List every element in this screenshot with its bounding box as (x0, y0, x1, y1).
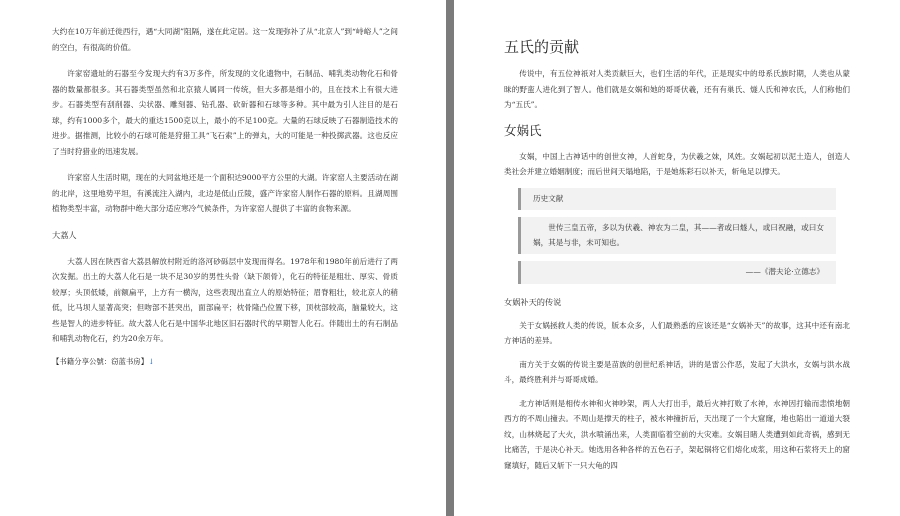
paragraph-nuwa: 女娲，中国上古神话中的创世女神，人首蛇身，为伏羲之妹，风姓。女娲起初以泥土造人，创造人类社会并建立婚姻制度；而后世间天塌地陷，于是她炼彩石以补天，斩龟足以撑天。 (504, 151, 850, 176)
paragraph-stone-tools: 许家窑遗址的石器至今发现大约有3万多件，所发现的文化遗物中，石制品、哺乳类动物化石和骨器的数量都很多。其石器类型虽然和北京猿人属同一传统，但大多都是细小的，且在技术上有很大进步。石器类型有刮削器、尖状器、雕刻器、钻孔器、砍斫器和石球等多种。其中最为引人注目的是石球，约有1000多个，最大的重达1500克以上，最小的不足100克。大量的石球反映了石器制造技术的进步。据推测，比较小的石球可能是狩猎工具“飞石索”上的弹丸，大的可能是一种投掷武器。这也反应了当时狩猎业的迅速发展。 (52, 69, 398, 156)
chapter-title: 五氏的贡献 (504, 38, 580, 56)
right-page (454, 0, 900, 516)
promo-link[interactable]: ↓ (148, 356, 155, 366)
page-divider (446, 0, 454, 516)
paragraph-northern-legend: 北方神话则是相传水神和火神吵架，两人大打出手，最后火神打败了水神，水神因打输而恚愤地朝西方的不周山撞去。不周山是撑天的柱子，被水神撞折后，天出现了一个大窟窿，地也陷出一道道大裂纹，山林烧起了大火，洪水喷涌出来，人类面临着空前的大灾难。女娲目睹人类遭到如此奇祸，感到无比痛苦，于是决心补天。她选用各种各样的五色石子，架起锅将它们熔化成浆，用这种石浆将天上的窟窿填好，随后又斩下一只大龟的四 (504, 398, 850, 470)
paragraph-southern-legend: 南方关于女娲的传说主要是苗族的创世纪系神话，讲的是雷公作恶，发起了大洪水，女娲与洪水战斗，最终胜利并与哥哥成婚。 (504, 359, 850, 384)
history-doc-heading: 历史文献 (533, 193, 564, 203)
paragraph-five-clans-intro: 传说中，有五位神祇对人类贡献巨大，也们生活的年代，正是现实中的母系氏族时期，人类也从蒙昧的野蛮人进化到了智人。他们就是女娲和她的哥哥伏羲，还有有巢氏、燧人氏和神农氏，人们称他们为“五氏”。 (504, 69, 850, 109)
history-doc-heading-box (518, 188, 836, 211)
right-page-content (504, 36, 850, 473)
promo-text: 【书籍分享公號：窃蓝书房】 (52, 356, 149, 366)
paragraph-habitat: 许家窑人生活时期，现在的大同盆地还是一个面积达9000平方公里的大湖。许家窑人主要活动在湖的北岸，这里地势平坦，有溪流注入湖内，北边是低山丘陵，盛产许家窑人制作石器的原料。且湖周围植物类型丰富，动物群中绝大部分适应寒冷气候条件，为许家窑人提供了丰富的食物来源。 (52, 173, 398, 213)
paragraph-dali-man: 大荔人因在陕西省大荔县解放村附近的洛河砂砾层中发现而得名。1978年和1980年前后进行了两次发掘。出土的大荔人化石是一块不足30岁的男性头骨（缺下颌骨），化石的特征是粗壮、厚实、骨质较厚；头顶低矮，前额扁平，上方有一横沟，这些表现出直立人的原始特征；眉脊粗壮，较北京人的稍低，比马坝人显著高突；但吻部不甚突出，面部扁平；枕骨隆凸位置下移，顶枕部较高，脑量较大，这些是智人的进步特征。故大荔人化石是中国华北地区旧石器时代的早期智人化石。伴随出土的有石制品和哺乳动物化石，约为20余万年。 (52, 256, 398, 343)
left-page-content (52, 24, 398, 369)
promo-line (52, 355, 398, 369)
left-page (0, 0, 446, 516)
history-doc-quote-box (518, 217, 836, 254)
paragraph-legend-versions: 关于女娲拯救人类的传说，版本众多，人们最熟悉的应该还是“女娲补天”的故事，这其中还有南北方神话的差异。 (504, 320, 850, 345)
history-doc-source: ——《潜夫论·立德志》 (745, 267, 824, 276)
section-title-nuwa: 女娲氏 (504, 122, 542, 138)
subsection-title-mending-sky: 女娲补天的传说 (504, 296, 562, 307)
paragraph-xujiayao-intro: 大约在10万年前迁徙西行，遇“大同湖”阻隔，遂在此定居。这一发现弥补了从“北京人”到“峙峪人”之间的空白，有很高的价值。 (52, 27, 398, 52)
heading-dali-man: 大荔人 (52, 229, 77, 240)
history-doc-quote: 世传三皇五帝，多以为伏羲、神农为二皇，其——者或曰燧人，或曰祝融，或曰女娲，其是与非，未可知也。 (533, 223, 824, 247)
history-doc-source-box (518, 261, 836, 284)
